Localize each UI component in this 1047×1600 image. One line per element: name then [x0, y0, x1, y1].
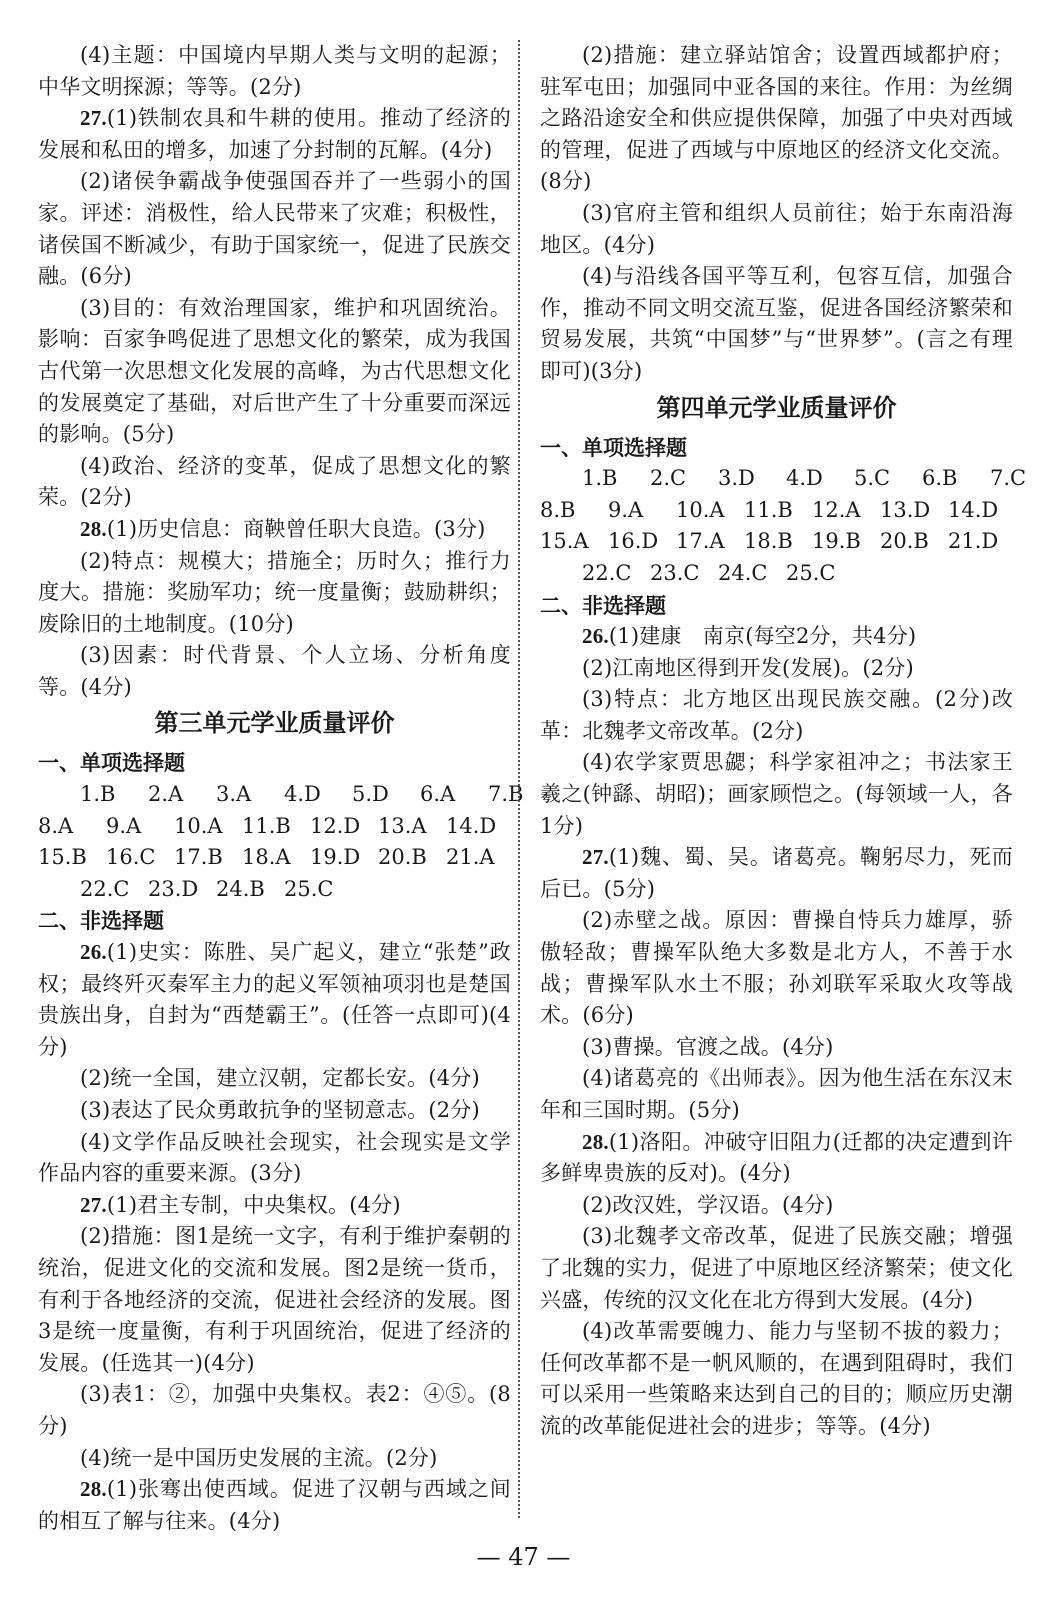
question-answer: [38, 1474, 511, 1537]
answer-paragraph: (3)曹操。官渡之战。(4分): [582, 1034, 834, 1059]
answer-text: (1)建康 南京(每空2分，共4分): [608, 624, 917, 649]
choice-answer: 14.D: [948, 497, 999, 522]
choice-answer: 21.A: [446, 845, 495, 870]
choice-answer: 9.A: [608, 497, 644, 522]
answer-paragraph: (2)措施：建立驿站馆舍；设置西域都护府；驻军屯田；加强同中亚各国的来往。作用：为丝绸之路沿途安全和供应提供保障，加强了中央对西域的管理，促进了西域与中原地区的经济文化交流。(8分): [540, 43, 1013, 194]
answer-text: (1)史实：陈胜、吴广起义，建立“张楚”政权；最终歼灭秦军主力的起义军领袖项羽也是楚国贵族出身，自封为“西楚霸王”。(任答一点即可)(4分): [38, 940, 511, 1059]
choice-answer: 24.B: [216, 876, 265, 901]
question-number: 28.: [80, 1477, 107, 1502]
answer-paragraph: (3)目的：有效治理国家，维护和巩固统治。影响：百家争鸣促进了思想文化的繁荣，成为我国古代第一次思想文化发展的高峰，为古代思想文化的发展奠定了基础，对后世产生了十分重要而深远的影响。(5分): [38, 295, 511, 447]
right-column: [540, 40, 1027, 1443]
choice-answer: 21.D: [948, 529, 999, 554]
choice-answer: 8.B: [540, 497, 576, 522]
choice-answer: 12.A: [812, 497, 861, 522]
answer-paragraph: (3)北魏孝文帝改革，促进了民族交融；增强了北魏的实力，促进了中原地区经济繁荣；使文化兴盛，传统的汉文化在北方得到大发展。(4分): [540, 1224, 1013, 1312]
answer-paragraph: (4)诸葛亮的《出师表》。因为他生活在东汉末年和三国时期。(5分): [540, 1066, 1013, 1122]
choice-answer: 20.B: [880, 529, 929, 554]
left-column: [38, 40, 524, 1537]
choice-answer-row: [38, 842, 511, 874]
section-heading: 二、非选择题: [38, 908, 164, 934]
choice-answer: 3.D: [718, 466, 755, 491]
choice-answer: 6.B: [922, 466, 958, 491]
answer-paragraph: (2)特点：规模大；措施全；历时久；推行力度大。措施：奖励军功；统一度量衡；鼓励耕织；废除旧的土地制度。(10分): [38, 548, 511, 636]
question-number: 27.: [80, 1192, 107, 1217]
choice-answer: 14.D: [446, 813, 497, 838]
answer-paragraph: (4)农学家贾思勰；科学家祖冲之；书法家王羲之(钟繇、胡昭)；画家顾恺之。(每领域一人，各1分): [540, 750, 1013, 838]
question-answer: [38, 937, 511, 1063]
section-heading: 一、单项选择题: [540, 434, 687, 460]
unit-title: 第三单元学业质量评价: [154, 708, 395, 738]
choice-answer: 2.A: [148, 782, 184, 807]
question-answer: [38, 514, 511, 546]
answer-paragraph: (2)统一全国，建立汉朝，定都长安。(4分): [80, 1066, 480, 1091]
question-answer: [540, 842, 1013, 905]
choice-answer: 22.C: [582, 560, 632, 585]
choice-answer: 9.A: [106, 813, 142, 838]
answer-text: (1)君主专制，中央集权。(4分): [106, 1192, 401, 1217]
answer-paragraph: (4)与沿线各国平等互利，包容互信，加强合作，推动不同文明交流互鉴，促进各国经济繁荣和贸易发展，共筑“中国梦”与“世界梦”。(言之有理即可)(3分): [540, 264, 1013, 383]
choice-answer: 5.C: [854, 466, 891, 491]
choice-answer-row: [38, 874, 511, 906]
choice-answer: 4.D: [284, 782, 321, 807]
choice-answer: 19.B: [812, 529, 861, 554]
choice-answer-grid: [38, 779, 524, 905]
choice-answer: 7.C: [990, 466, 1027, 491]
answer-paragraph: (3)表1：②，加强中央集权。表2：④⑤。(8分): [38, 1382, 511, 1438]
answer-text: (1)洛阳。冲破守旧阻力(迁都的决定遭到许多鲜卑贵族的反对)。(4分): [540, 1129, 1013, 1186]
question-answer: [38, 1190, 511, 1222]
choice-answer-row: [38, 779, 524, 811]
question-number: 28.: [80, 516, 107, 541]
question-number: 28.: [582, 1129, 609, 1154]
choice-answer-row: [540, 463, 1027, 495]
choice-answer: 16.D: [608, 529, 659, 554]
choice-answer: 6.A: [420, 782, 456, 807]
choice-answer: 19.D: [310, 845, 361, 870]
question-answer: [540, 621, 1013, 653]
answer-paragraph: (2)措施：图1是统一文字，有利于维护秦朝的统治，促进文化的交流和发展。图2是统一货币，有利于各地经济的交流，促进社会经济的发展。图3是统一度量衡，有利于巩固统治，促进了经济的发展。(任选其一)(4分): [38, 1224, 511, 1375]
choice-answer: 22.C: [80, 876, 130, 901]
question-answer: [38, 103, 511, 166]
choice-answer: 10.A: [676, 497, 725, 522]
choice-answer: 13.D: [880, 497, 931, 522]
section-heading: 二、非选择题: [540, 592, 666, 618]
answer-paragraph: (3)特点：北方地区出现民族交融。(2分)改革：北魏孝文帝改革。(2分): [540, 687, 1013, 743]
choice-answer: 5.D: [352, 782, 389, 807]
choice-answer: 12.D: [310, 813, 361, 838]
answer-text: (1)魏、蜀、吴。诸葛亮。鞠躬尽力，死而后已。(5分): [540, 845, 1013, 901]
choice-answer: 15.B: [38, 845, 87, 870]
choice-answer: 13.A: [378, 813, 427, 838]
question-number: 27.: [582, 845, 609, 870]
choice-answer-row: [540, 558, 1013, 590]
question-number: 26.: [80, 940, 107, 965]
choice-answer: 8.A: [38, 813, 74, 838]
answer-paragraph: (2)赤壁之战。原因：曹操自恃兵力雄厚，骄傲轻敌；曹操军队绝大多数是北方人，不善于水战；曹操军队水土不服；孙刘联军采取火攻等战术。(6分): [540, 908, 1013, 1028]
choice-answer-row: [540, 526, 1013, 558]
column-divider: [518, 40, 520, 1518]
choice-answer: 17.A: [676, 529, 725, 554]
choice-answer: 23.C: [650, 560, 700, 585]
answer-text: (1)张骞出使西域。促进了汉朝与西域之间的相互了解与往来。(4分): [38, 1477, 511, 1533]
question-answer: [540, 1127, 1013, 1190]
answer-paragraph: (3)官府主管和组织人员前往；始于东南沿海地区。(4分): [540, 200, 1013, 257]
answer-text: (1)铁制农具和牛耕的使用。推动了经济的发展和私田的增多，加速了分封制的瓦解。(4分): [38, 106, 511, 162]
answer-paragraph: (2)改汉姓，学汉语。(4分): [582, 1192, 834, 1217]
choice-answer: 23.D: [148, 876, 199, 901]
choice-answer: 20.B: [378, 845, 427, 870]
choice-answer: 11.B: [242, 813, 291, 838]
choice-answer: 25.C: [786, 560, 836, 585]
choice-answer: 16.C: [106, 845, 156, 870]
question-number: 27.: [80, 106, 107, 131]
answer-paragraph: (2)诸侯争霸战争使强国吞并了一些弱小的国家。评述：消极性，给人民带来了灾难；积极性，诸侯国不断减少，有助于国家统一，促进了民族交融。(6分): [38, 169, 511, 289]
answer-paragraph: (4)主题：中国境内早期人类与文明的起源；中华文明探源；等等。(2分): [38, 43, 511, 99]
choice-answer: 3.A: [216, 782, 252, 807]
unit-title: 第四单元学业质量评价: [656, 392, 897, 422]
choice-answer: 17.B: [174, 845, 223, 870]
choice-answer: 10.A: [174, 813, 223, 838]
choice-answer: 24.C: [718, 560, 768, 585]
choice-answer: 15.A: [540, 529, 589, 554]
choice-answer-grid: [540, 463, 1027, 589]
choice-answer: 18.B: [744, 529, 793, 554]
choice-answer: 4.D: [786, 466, 823, 491]
section-heading: 一、单项选择题: [38, 750, 185, 776]
question-number: 26.: [582, 624, 609, 649]
answer-paragraph: (4)统一是中国历史发展的主流。(2分): [80, 1445, 438, 1470]
answer-paragraph: (3)因素：时代背景、个人立场、分析角度等。(4分): [38, 643, 511, 699]
choice-answer: 2.C: [650, 466, 687, 491]
choice-answer: 18.A: [242, 845, 291, 870]
choice-answer: 7.B: [488, 782, 524, 807]
choice-answer-row: [540, 495, 1013, 527]
answer-text: (1)历史信息：商鞅曾任职大良造。(3分): [106, 516, 486, 541]
choice-answer: 25.C: [284, 876, 334, 901]
choice-answer: 1.B: [582, 466, 618, 491]
page-number: — 47 —: [476, 1543, 571, 1571]
answer-paragraph: (4)改革需要魄力、能力与坚韧不拔的毅力；任何改革都不是一帆风顺的，在遇到阻碍时，我们可以采用一些策略来达到自己的目的；顺应历史潮流的改革能促进社会的进步；等等。(4分): [540, 1319, 1013, 1438]
choice-answer: 11.B: [744, 497, 793, 522]
answer-paragraph: (2)江南地区得到开发(发展)。(2分): [582, 655, 914, 680]
choice-answer-row: [38, 811, 511, 843]
answer-paragraph: (4)文学作品反映社会现实，社会现实是文学作品内容的重要来源。(3分): [38, 1129, 511, 1186]
answer-paragraph: (3)表达了民众勇敢抗争的坚韧意志。(2分): [80, 1098, 480, 1122]
answer-paragraph: (4)政治、经济的变革，促成了思想文化的繁荣。(2分): [38, 453, 511, 510]
choice-answer: 1.B: [80, 782, 116, 807]
